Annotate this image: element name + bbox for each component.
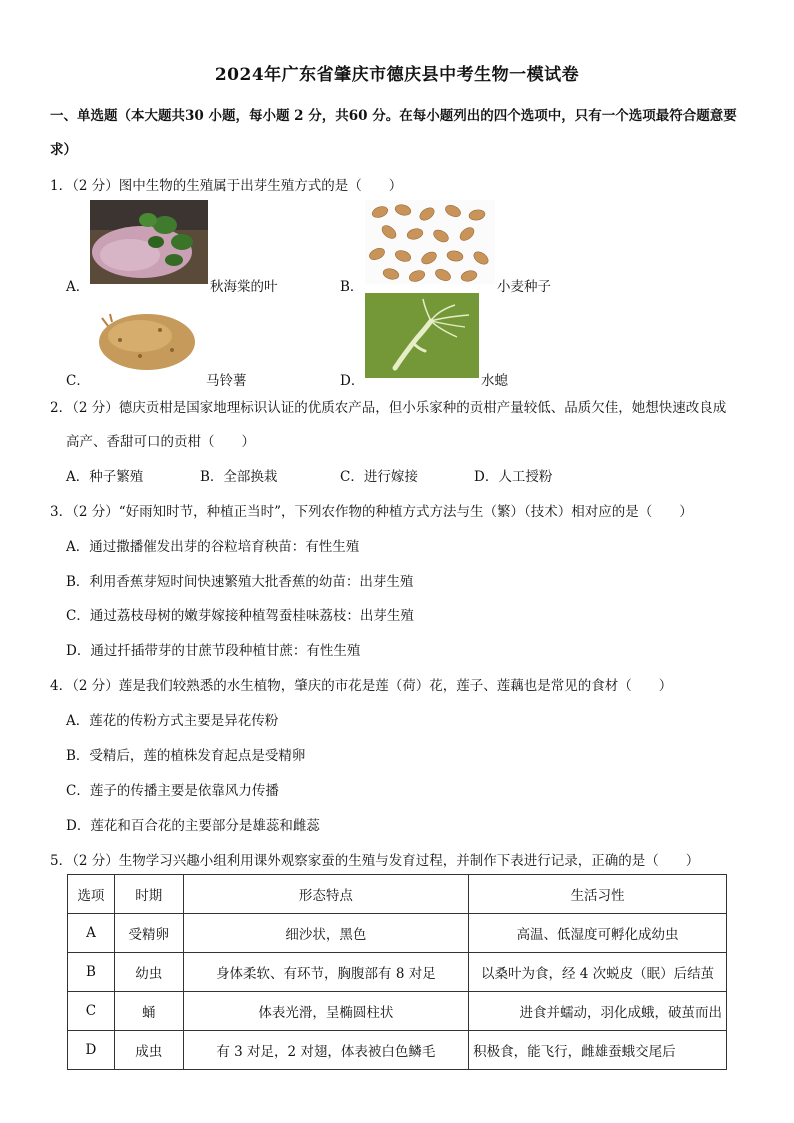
- table-cell: 身体柔软、有环节，胸腹部有 8 对足: [183, 953, 468, 992]
- section-heading-line1: 一、单选题（本大题共30 小题，每小题 2 分，共60 分。在每小题列出的四个选项中，只有一个选项最符合题意要: [50, 108, 737, 124]
- q4-option-b: B．受精后，莲的植株发育起点是受精卵: [66, 748, 306, 764]
- hydra-image: [365, 293, 479, 378]
- table-cell: C: [68, 992, 115, 1031]
- table-cell: 有 3 对足，2 对翅，体表被白色鳞毛: [183, 1031, 468, 1070]
- table-cell: B: [68, 953, 115, 992]
- table-cell: 积极食，能飞行，雌雄蚕蛾交尾后: [469, 1031, 727, 1070]
- table-header-cell: 选项: [68, 875, 115, 914]
- q4-stem: 4．（2 分）莲是我们较熟悉的水生植物，肇庆的市花是莲（荷）花，莲子、莲藕也是常见的食材（ ）: [50, 678, 673, 694]
- table-cell: D: [68, 1031, 115, 1070]
- q5-stem: 5．（2 分）生物学习兴趣小组利用课外观察家蚕的生殖与发育过程，并制作下表进行记录，正确的是（ ）: [50, 853, 700, 869]
- q1-option-d-label: D．: [340, 373, 365, 389]
- table-cell: 成虫: [114, 1031, 183, 1070]
- table-cell: 体表光滑，呈椭圆柱状: [183, 992, 468, 1031]
- table-cell: A: [68, 914, 115, 953]
- wheat-seeds-image: [365, 200, 495, 284]
- section-heading-line2: 求）: [50, 142, 77, 158]
- q3-option-c: C．通过荔枝母树的嫩芽嫁接种植驾蚕桂味荔枝：出芽生殖: [66, 608, 414, 624]
- q1-stem: 1．（2 分）图中生物的生殖属于出芽生殖方式的是（ ）: [50, 178, 403, 194]
- q2-option-b: B．全部换栽: [200, 469, 278, 485]
- table-header-cell: 形态特点: [183, 875, 468, 914]
- table-cell: 幼虫: [114, 953, 183, 992]
- q4-option-c: C．莲子的传播主要是依靠风力传播: [66, 783, 279, 799]
- table-cell: 细沙状，黑色: [183, 914, 468, 953]
- q2-option-d: D．人工授粉: [474, 469, 553, 485]
- q1-option-d-caption: 水螅: [481, 373, 508, 389]
- silkworm-table: [67, 874, 727, 1070]
- table-header-cell: 生活习性: [469, 875, 727, 914]
- q1-option-a-label: A．: [66, 279, 90, 295]
- q1-option-c-caption: 马铃薯: [206, 373, 247, 389]
- q3-option-b: B．利用香蕉芽短时间快速繁殖大批香蕉的幼苗：出芽生殖: [66, 574, 414, 590]
- table-row: [68, 992, 727, 1031]
- q4-option-a: A．莲花的传粉方式主要是异花传粉: [66, 713, 279, 729]
- q3-stem: 3．（2 分）“好雨知时节，种植正当时”，下列农作物的种植方式方法与生（繁）（技术）相对应的是（ ）: [50, 504, 693, 520]
- table-cell: 蛹: [114, 992, 183, 1031]
- table-cell: 受精卵: [114, 914, 183, 953]
- table-cell: 以桑叶为食，经 4 次蜕皮（眠）后结茧: [469, 953, 727, 992]
- q2-stem-line2: 高产、香甜可口的贡柑（ ）: [66, 434, 255, 450]
- table-row: [68, 914, 727, 953]
- q1-option-a-caption: 秋海棠的叶: [210, 279, 278, 295]
- q1-option-b-caption: 小麦种子: [497, 279, 551, 295]
- q2-option-c: C．进行嫁接: [340, 469, 418, 485]
- q2-option-a: A．种子繁殖: [66, 469, 144, 485]
- q3-option-d: D．通过扦插带芽的甘蔗节段种植甘蔗：有性生殖: [66, 643, 361, 659]
- table-row: [68, 953, 727, 992]
- table-header-cell: 时期: [114, 875, 183, 914]
- table-header-row: [68, 875, 727, 914]
- q1-option-b-label: B．: [340, 279, 364, 295]
- q4-option-d: D．莲花和百合花的主要部分是雄蕊和雌蕊: [66, 818, 320, 834]
- q2-stem-line1: 2．（2 分）德庆贡柑是国家地理标识认证的优质农产品，但小乐家种的贡柑产量较低、品质欠佳，她想快速改良成: [50, 400, 727, 416]
- begonia-leaf-image: [90, 200, 208, 284]
- q3-option-a: A．通过撒播催发出芽的谷粒培育秧苗：有性生殖: [66, 539, 360, 555]
- exam-title: 2024年广东省肇庆市德庆县中考生物一模试卷: [214, 65, 580, 85]
- table-cell: 高温、低湿度可孵化成幼虫: [469, 914, 727, 953]
- table-row: [68, 1031, 727, 1070]
- table-cell: 进食并蠕动，羽化成蛾，破茧而出: [469, 992, 727, 1031]
- q1-option-c-label: C．: [66, 373, 90, 389]
- potato-image: [90, 300, 204, 378]
